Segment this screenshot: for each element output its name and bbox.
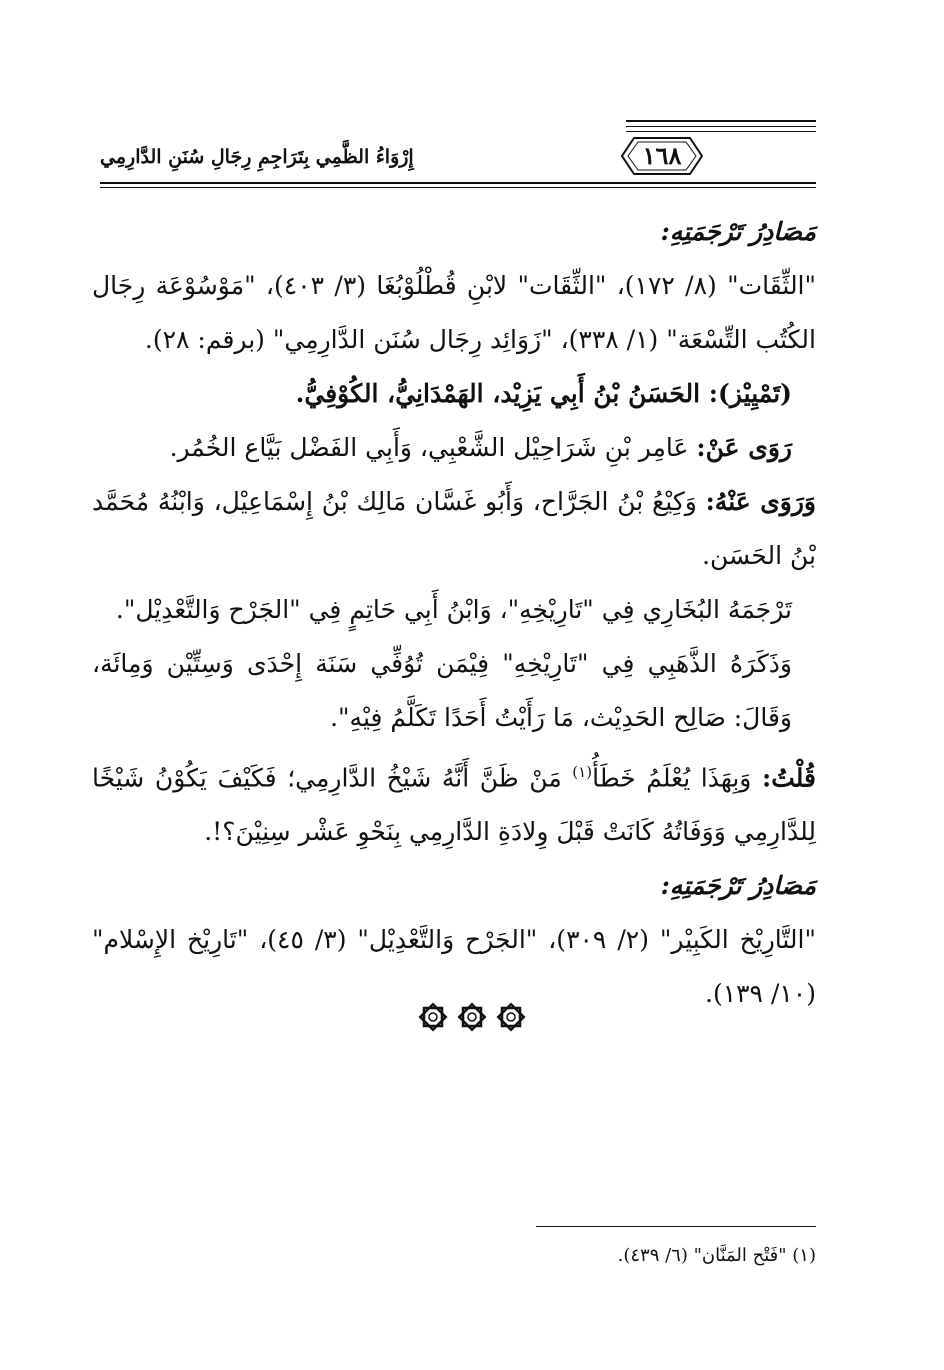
sources-heading: مَصَادِرُ تَرْجَمَتِهِ: (660, 871, 816, 901)
main-text (92, 205, 816, 1021)
eight-point-star-icon (496, 1002, 526, 1032)
narrated-from-text: عَامِر بْنِ شَرَاحِيْل الشَّعْبِي، وَأَبِي الفَضْل بَيَّاع الخُمُر. (169, 433, 697, 462)
footnote-marker[interactable]: (١) (572, 763, 593, 781)
sources-paragraph: "التَّارِيْخ الكَبِيْر" (٢/ ٣٠٩)، "الجَرْح وَالتَّعْدِيْل" (٣/ ٤٥)، "تَارِيْخ الإِسْلام" (١٠/ ١٣٩). (92, 925, 816, 1009)
narrated-from-paragraph (92, 421, 816, 475)
running-title: إِرْوَاءُ الظَّمِي بِتَرَاجِمِ رِجَالِ سُنَنِ الدَّارِمِي (100, 146, 414, 168)
header-rule (100, 187, 816, 188)
header-rule (626, 131, 816, 132)
sources-paragraph: "الثِّقَات" (٨/ ١٧٢)، "الثِّقَات" لابْنِ قُطْلُوْبُغَا (٣/ ٤٠٣)، "مَوْسُوْعَة رِجَال الكُتُب التِّسْعَة" (١/ ٣٣٨)، "زَوَائِد رِجَال سُنَن الدَّارِمِي" (برقم: ٢٨). (92, 271, 817, 354)
page-header (100, 118, 816, 188)
header-rule (626, 120, 816, 122)
footnote-rule (536, 1226, 816, 1227)
sources-heading: مَصَادِرُ تَرْجَمَتِهِ: (660, 217, 816, 246)
page-number-frame (620, 134, 704, 178)
eight-point-star-icon (457, 1002, 487, 1032)
comment-text: مَنْ ظَنَّ أَنَّهُ شَيْخُ الدَّارِمِي؛ فَكَيْفَ يَكُوْنُ شَيْخًا لِلدَّارِمِي وَوَفَاتُهُ كَانَتْ قَبْلَ وِلادَةِ الدَّارِمِي بِنَحْوِ عَشْر سِنِيْنَ؟!. (92, 763, 816, 847)
comment-label: قُلْتُ: (761, 763, 816, 793)
header-rule (100, 182, 816, 184)
header-rule (626, 126, 816, 127)
comment-paragraph (92, 745, 816, 859)
footnote: (١) "فَتْح المَنَّان" (٦/ ٤٣٩). (617, 1245, 816, 1266)
biography-paragraph: تَرْجَمَهُ البُخَارِي فِي "تَارِيْخِهِ"، وَابْنُ أَبِي حَاتِمٍ فِي "الجَرْح وَالتَّعْدِيْل". (115, 595, 792, 624)
narrated-by-paragraph (92, 475, 816, 583)
narrated-by-label: وَرَوَى عَنْهُ: (705, 487, 816, 516)
page-number: ١٦٨ (642, 141, 682, 170)
eight-point-star-icon (418, 1002, 448, 1032)
comment-text: وَبِهَذَا يُعْلَمُ خَطَأُ (592, 763, 762, 793)
tamyiz-paragraph: (تَمْيِيْز): الحَسَنُ بْنُ أَبِي يَزِيْد، الهَمْدَانِيُّ، الكُوْفِيُّ. (295, 379, 792, 408)
narrated-by-text: وَكِيْعُ بْنُ الجَرَّاح، وَأَبُو غَسَّان مَالِك بْنُ إِسْمَاعِيْل، وَابْنُهُ مُحَمَّد بْنُ الحَسَن. (92, 487, 816, 570)
dhahabi-paragraph: وَذَكَرَهُ الذَّهَبِي فِي "تَارِيْخِهِ" فِيْمَن تُوُفِّي سَنَة إِحْدَى وَسِتِّيْن وَمِائَة، وَقَالَ: صَالِح الحَدِيْث، مَا رَأَيْتُ أَحَدًا تَكَلَّمُ فِيْهِ". (92, 649, 792, 732)
narrated-from-label: رَوَى عَنْ: (696, 433, 792, 462)
section-ornament (0, 1002, 944, 1036)
